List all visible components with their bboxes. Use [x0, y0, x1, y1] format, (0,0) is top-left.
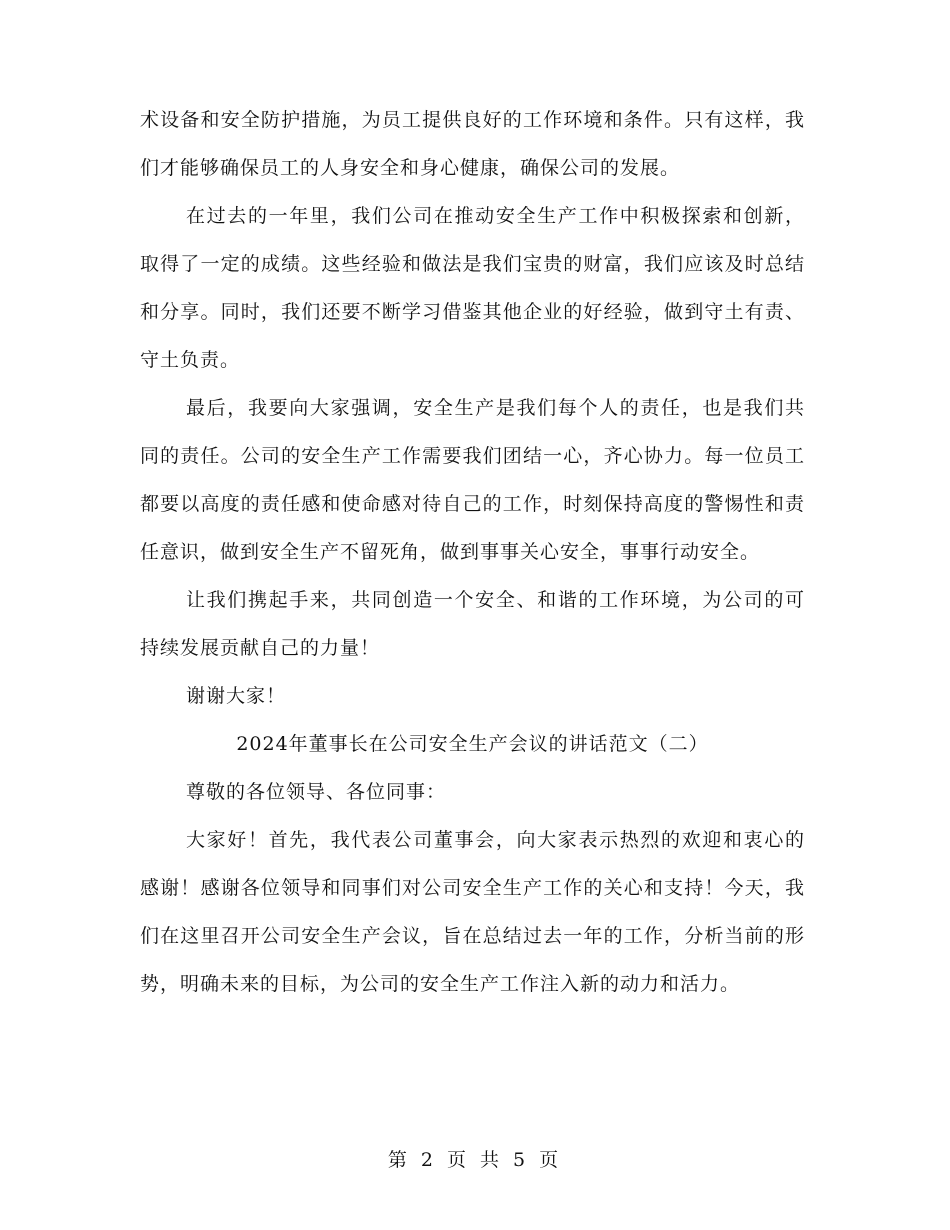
paragraph-5: 谢谢大家！ [186, 685, 287, 707]
salutation: 尊敬的各位领导、各位同事： [186, 781, 447, 803]
paragraph-2: 在过去的一年里，我们公司在推动安全生产工作中积极探索和创新，取得了一定的成绩。这些经验和做法是我们宝贵的财富，我们应该及时总结和分享。同时，我们还要不断学习借鉴其他企业的好经验，做到守土有责、守土负责。 [140, 205, 805, 371]
section-title: 2024年董事长在公司安全生产会议的讲话范文（二） [236, 733, 709, 755]
paragraph-3: 最后，我要向大家强调，安全生产是我们每个人的责任，也是我们共同的责任。公司的安全生产工作需要我们团结一心，齐心协力。每一位员工都要以高度的责任感和使命感对待自己的工作，时刻保持高度的警惕性和责任意识，做到安全生产不留死角，做到事事关心安全，事事行动安全。 [140, 397, 805, 563]
document-body [140, 96, 805, 1008]
page-number-footer: 第 2 页 共 5 页 [387, 1149, 563, 1171]
paragraph-1: 术设备和安全防护措施，为员工提供良好的工作环境和条件。只有这样，我们才能够确保员工的人身安全和身心健康，确保公司的发展。 [140, 109, 805, 179]
paragraph-4: 让我们携起手来，共同创造一个安全、和谐的工作环境，为公司的可持续发展贡献自己的力量！ [140, 589, 805, 659]
paragraph-8: 大家好！首先，我代表公司董事会，向大家表示热烈的欢迎和衷心的感谢！感谢各位领导和同事们对公司安全生产工作的关心和支持！今天，我们在这里召开公司安全生产会议，旨在总结过去一年的工作，分析当前的形势，明确未来的目标，为公司的安全生产工作注入新的动力和活力。 [140, 829, 805, 995]
